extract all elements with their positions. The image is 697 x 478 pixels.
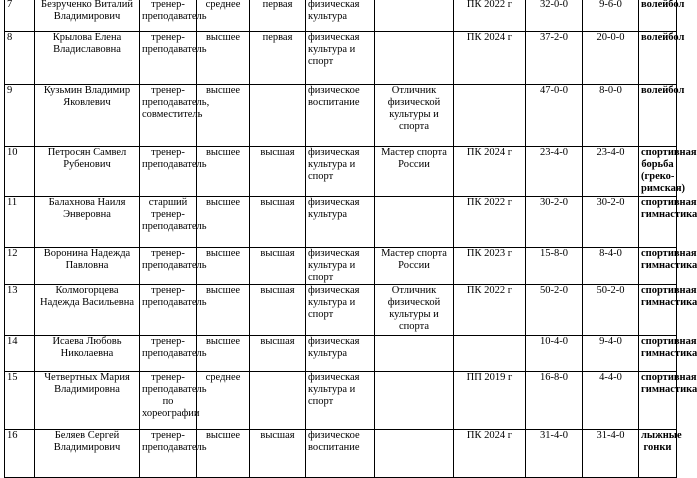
award: Мастер спорта России <box>375 147 454 197</box>
employee-name: Петросян Самвел Рубенович <box>35 147 140 197</box>
sport-kind: спортивная гимнастика <box>639 372 677 430</box>
employee-name: Крылова Елена Владиславовна <box>35 32 140 85</box>
total-experience: 47-0-0 <box>526 85 583 147</box>
qualification-course: ПК 2024 г <box>454 32 526 85</box>
row-number: 16 <box>5 430 35 478</box>
award <box>375 336 454 372</box>
specialty-experience: 31-4-0 <box>583 430 639 478</box>
employee-name: Беляев Сергей Владимирович <box>35 430 140 478</box>
education: высшее <box>197 430 250 478</box>
sport-kind: волейбол <box>639 0 677 32</box>
education: высшее <box>197 336 250 372</box>
specialty-experience: 30-2-0 <box>583 197 639 248</box>
position: тренер-преподаватель <box>140 248 197 285</box>
total-experience: 50-2-0 <box>526 285 583 336</box>
row-number: 12 <box>5 248 35 285</box>
sport-kind: спортивная гимнастика <box>639 285 677 336</box>
position: тренер-преподаватель <box>140 32 197 85</box>
specialty: физическая культура <box>306 0 375 32</box>
employee-name: Кузьмин Владимир Яковлевич <box>35 85 140 147</box>
position: тренер-преподаватель <box>140 0 197 32</box>
qualification-course: ПК 2022 г <box>454 285 526 336</box>
education: среднее <box>197 0 250 32</box>
qualification-course <box>454 85 526 147</box>
specialty: физическое воспитание <box>306 430 375 478</box>
total-experience: 31-4-0 <box>526 430 583 478</box>
total-experience: 15-8-0 <box>526 248 583 285</box>
total-experience: 23-4-0 <box>526 147 583 197</box>
row-number: 7 <box>5 0 35 32</box>
table-row <box>5 248 677 285</box>
award: Отличник физической культуры и спорта <box>375 85 454 147</box>
specialty: физическая культура и спорт <box>306 147 375 197</box>
specialty-experience: 4-4-0 <box>583 372 639 430</box>
position: тренер-преподаватель <box>140 147 197 197</box>
employee-name: Безрученко Виталий Владимирович <box>35 0 140 32</box>
table-row <box>5 285 677 336</box>
qualification-course: ПК 2022 г <box>454 197 526 248</box>
specialty-experience: 20-0-0 <box>583 32 639 85</box>
category: высшая <box>250 147 306 197</box>
table-row <box>5 0 677 32</box>
award <box>375 197 454 248</box>
sport-kind: спортивная гимнастика <box>639 336 677 372</box>
award <box>375 430 454 478</box>
education: высшее <box>197 197 250 248</box>
specialty: физическая культура и спорт <box>306 372 375 430</box>
specialty: физическая культура и спорт <box>306 285 375 336</box>
category: высшая <box>250 336 306 372</box>
position: тренер-преподаватель, совместитель <box>140 85 197 147</box>
row-number: 10 <box>5 147 35 197</box>
specialty: физическая культура <box>306 336 375 372</box>
row-number: 15 <box>5 372 35 430</box>
category: высшая <box>250 197 306 248</box>
qualification-course: ПК 2022 г <box>454 0 526 32</box>
sport-kind: спортивная борьба (греко-римская) <box>639 147 677 197</box>
total-experience: 10-4-0 <box>526 336 583 372</box>
qualification-course: ПП 2019 г <box>454 372 526 430</box>
qualification-course <box>454 336 526 372</box>
education: высшее <box>197 32 250 85</box>
table-row <box>5 147 677 197</box>
employee-name: Колмогорцева Надежда Васильевна <box>35 285 140 336</box>
category: высшая <box>250 285 306 336</box>
education: высшее <box>197 285 250 336</box>
sport-kind: спортивная гимнастика <box>639 197 677 248</box>
education: среднее <box>197 372 250 430</box>
position: тренер-преподаватель по хореографии <box>140 372 197 430</box>
education: высшее <box>197 147 250 197</box>
table-row <box>5 197 677 248</box>
category <box>250 372 306 430</box>
specialty: физическое воспитание <box>306 85 375 147</box>
category <box>250 85 306 147</box>
row-number: 8 <box>5 32 35 85</box>
employee-name: Исаева Любовь Николаевна <box>35 336 140 372</box>
award: Мастер спорта России <box>375 248 454 285</box>
total-experience: 32-0-0 <box>526 0 583 32</box>
table-row <box>5 372 677 430</box>
specialty-experience: 8-4-0 <box>583 248 639 285</box>
total-experience: 37-2-0 <box>526 32 583 85</box>
sport-kind: спортивная гимнастика <box>639 248 677 285</box>
category: высшая <box>250 430 306 478</box>
education: высшее <box>197 248 250 285</box>
specialty-experience: 9-6-0 <box>583 0 639 32</box>
specialty: физическая культура и спорт <box>306 248 375 285</box>
sport-kind: волейбол <box>639 85 677 147</box>
position: тренер-преподаватель <box>140 285 197 336</box>
award: Отличник физической культуры и спорта <box>375 285 454 336</box>
qualification-course: ПК 2023 г <box>454 248 526 285</box>
qualification-course: ПК 2024 г <box>454 147 526 197</box>
table-row <box>5 430 677 478</box>
row-number: 11 <box>5 197 35 248</box>
position: старший тренер-преподаватель <box>140 197 197 248</box>
specialty-experience: 9-4-0 <box>583 336 639 372</box>
row-number: 13 <box>5 285 35 336</box>
table-row <box>5 32 677 85</box>
employee-name: Балахнова Наиля Энверовна <box>35 197 140 248</box>
category: первая <box>250 0 306 32</box>
table-row <box>5 85 677 147</box>
table-row <box>5 336 677 372</box>
staff-table <box>4 0 697 478</box>
total-experience: 16-8-0 <box>526 372 583 430</box>
qualification-course: ПК 2024 г <box>454 430 526 478</box>
specialty-experience: 50-2-0 <box>583 285 639 336</box>
specialty-experience: 23-4-0 <box>583 147 639 197</box>
position: тренер-преподаватель <box>140 336 197 372</box>
row-number: 14 <box>5 336 35 372</box>
specialty-experience: 8-0-0 <box>583 85 639 147</box>
position: тренер-преподаватель <box>140 430 197 478</box>
employee-name: Воронина Надежда Павловна <box>35 248 140 285</box>
staff-table-body <box>5 0 697 478</box>
specialty: физическая культура <box>306 197 375 248</box>
education: высшее <box>197 85 250 147</box>
award <box>375 0 454 32</box>
award <box>375 32 454 85</box>
employee-name: Четвертных Мария Владимировна <box>35 372 140 430</box>
category: высшая <box>250 248 306 285</box>
specialty: физическая культура и спорт <box>306 32 375 85</box>
total-experience: 30-2-0 <box>526 197 583 248</box>
category: первая <box>250 32 306 85</box>
row-number: 9 <box>5 85 35 147</box>
sport-kind: лыжные гонки <box>639 430 677 478</box>
sport-kind: волейбол <box>639 32 677 85</box>
award <box>375 372 454 430</box>
